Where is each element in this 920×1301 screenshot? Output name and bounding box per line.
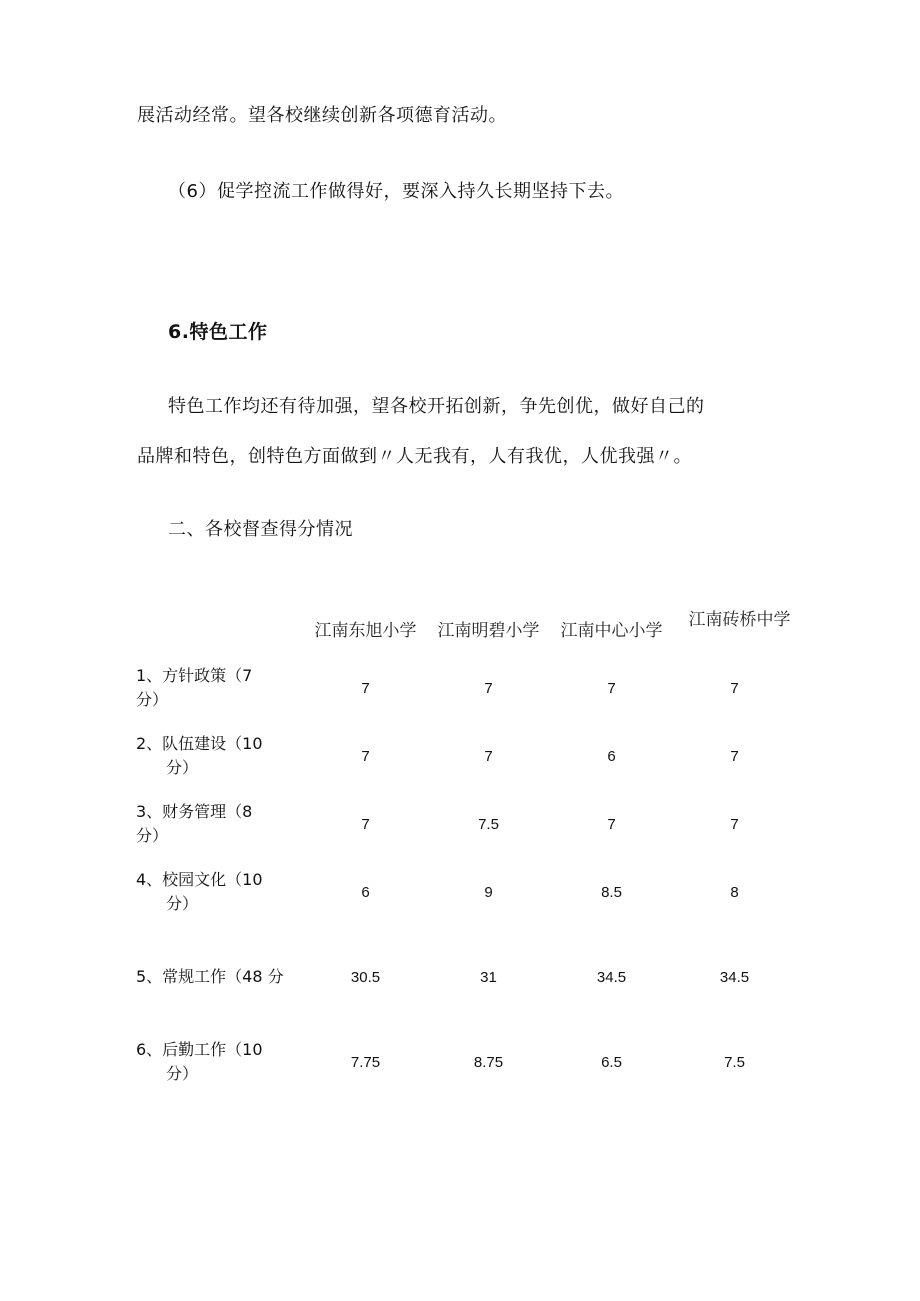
score-cell: 8 bbox=[730, 883, 739, 901]
row-label-line-1: 1、方针政策（7 bbox=[136, 666, 253, 685]
score-cell: 7 bbox=[361, 679, 370, 697]
score-cell: 7.5 bbox=[478, 815, 499, 833]
score-cell: 7 bbox=[607, 679, 616, 697]
score-cell: 34.5 bbox=[719, 968, 750, 986]
score-cell: 7 bbox=[361, 747, 370, 765]
header-school-3: 江南中心小学 bbox=[560, 621, 663, 641]
header-school-1: 江南东旭小学 bbox=[314, 621, 417, 641]
table-row bbox=[136, 926, 796, 1028]
score-cell: 8.5 bbox=[601, 883, 622, 901]
score-cell: 7.5 bbox=[724, 1053, 745, 1071]
section-heading-scores: 二、各校督查得分情况 bbox=[168, 519, 353, 540]
score-cell: 7 bbox=[730, 815, 739, 833]
score-cell: 7 bbox=[484, 747, 493, 765]
row-label bbox=[136, 926, 304, 1028]
score-cell: 30.5 bbox=[350, 968, 381, 986]
score-cell: 6 bbox=[607, 747, 616, 765]
table-row bbox=[136, 654, 796, 722]
table-row bbox=[136, 1028, 796, 1096]
table-row bbox=[136, 790, 796, 858]
row-label-line-1: 2、队伍建设（10 bbox=[136, 734, 263, 753]
table-row bbox=[136, 858, 796, 926]
paragraph-special-work-2: 品牌和特色，创特色方面做到〃人无我有，人有我优，人优我强〃。 bbox=[137, 446, 692, 467]
score-cell: 34.5 bbox=[596, 968, 627, 986]
score-table bbox=[136, 586, 796, 1096]
score-cell: 9 bbox=[484, 883, 493, 901]
paragraph-item-6: （6）促学控流工作做得好，要深入持久长期坚持下去。 bbox=[168, 181, 624, 202]
score-cell: 7.75 bbox=[350, 1053, 381, 1071]
table-header-row bbox=[136, 586, 796, 654]
score-cell: 7 bbox=[730, 679, 739, 697]
row-label-line-1: 5、常规工作（48 分 bbox=[136, 967, 284, 986]
row-label bbox=[136, 654, 304, 722]
header-school-2: 江南明碧小学 bbox=[437, 621, 540, 641]
score-cell: 7 bbox=[730, 747, 739, 765]
header-empty-cell bbox=[136, 586, 304, 654]
paragraph-line-1: 展活动经常。望各校继续创新各项德育活动。 bbox=[137, 105, 507, 126]
row-label-line-1: 6、后勤工作（10 bbox=[136, 1040, 263, 1059]
row-label bbox=[136, 858, 304, 926]
table-row bbox=[136, 722, 796, 790]
score-cell: 7 bbox=[484, 679, 493, 697]
row-label-line-1: 4、校园文化（10 bbox=[136, 870, 263, 889]
row-label-line-2: 分） bbox=[166, 758, 199, 777]
row-label-line-2: 分） bbox=[136, 690, 169, 709]
score-cell: 6 bbox=[361, 883, 370, 901]
score-cell: 7 bbox=[607, 815, 616, 833]
row-label bbox=[136, 790, 304, 858]
header-school-4: 江南砖桥中学 bbox=[688, 610, 791, 630]
row-label-line-2: 分） bbox=[136, 826, 169, 845]
score-cell: 31 bbox=[480, 968, 497, 986]
row-label bbox=[136, 722, 304, 790]
row-label-line-2: 分） bbox=[166, 894, 199, 913]
row-label-line-1: 3、财务管理（8 bbox=[136, 802, 253, 821]
score-cell: 6.5 bbox=[601, 1053, 622, 1071]
score-cell: 8.75 bbox=[473, 1053, 504, 1071]
section-heading-special-work: 6.特色工作 bbox=[168, 321, 268, 343]
row-label bbox=[136, 1028, 304, 1096]
row-label-line-2: 分） bbox=[166, 1064, 199, 1083]
score-cell: 7 bbox=[361, 815, 370, 833]
paragraph-special-work-1: 特色工作均还有待加强，望各校开拓创新，争先创优，做好自己的 bbox=[168, 396, 705, 417]
